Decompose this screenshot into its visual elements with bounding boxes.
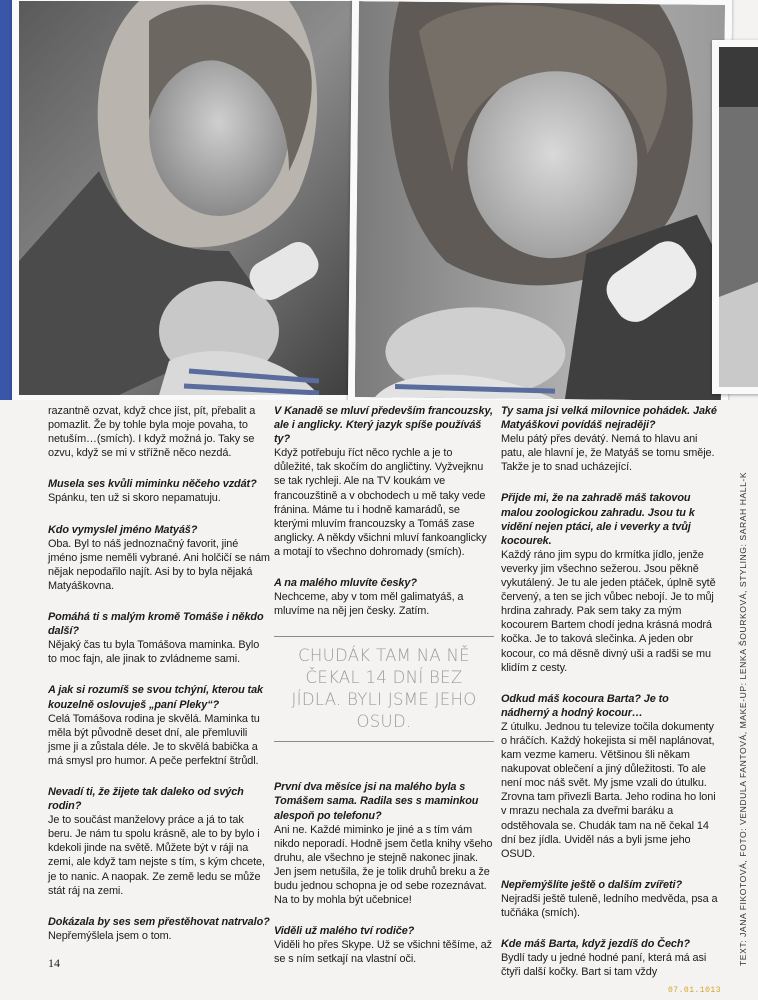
answer-text: Melu pátý přes devátý. Nemá to hlavu ani patu, ale hlavní je, že Matyáš se tomu směje. Takže je to snad ucházející. [501,433,715,474]
answer-text: Nějaký čas tu byla Tomášova maminka. Bylo to moc fajn, ale jinak to zvládneme sami. [48,639,260,666]
qa-block [48,610,270,666]
question-text: Přijde mi, že na zahradě máš takovou malou zoologickou zahradu. Jsou tu k vidění nejen ptáci, ale i veverky a tvůj kocourek. [501,492,695,547]
answer-text: Nepřemýšlela jsem o tom. [48,929,172,942]
page-number: 14 [48,956,60,970]
answer-text: Nejradši ještě tuleně, ledního medvěda, psa a tučňáka (smích). [501,892,718,919]
answer-text: Celá Tomášova rodina je skvělá. Maminka tu měla být původně deset dní, ale přemluvili jsme ji a zůstala déle. Je to skvělá babička a má smysl pro humor. A peče perfektní štrůdl. [48,712,260,767]
text-column-2 [274,404,494,983]
answer-text: Když potřebuju říct něco rychle a je to důležité, tak skočím do angličtiny. Vyžvejknu se tak rychleji. Ale na TV koukám ve francouzštině a v obchodech u mě taky vede fránina. Máme tu i hodně kamarádů, se kterými mluvím francouzsky a Tomáš zase anglicky. A někdy všichni mluví fankoanglicky a motají to všechno dohromady (smích). [274,447,487,558]
answer-text: Nechceme, aby v tom měl galimatyáš, a mluvíme na něj jen česky. Zatím. [274,591,464,618]
answer-text: Oba. Byl to náš jednoznačný favorit, jiné jméno jsme neměli vybrané. Ani holčičí se nám nějak nepodařilo najít. Asi by to byla nějaká Matyáškovna. [48,537,270,592]
question-text: Musela ses kvůli miminku něčeho vzdát? [48,478,257,491]
answer-text: razantně ozvat, když chce jíst, pít, přebalit a pomazlit. Že by tohle byla moje povaha, to netuším…(smích). I když možná jo. Taky se ozvu, když se mi v střížně něco nezdá. [48,405,256,460]
credits-text: TEXT: JANA FIKOTOVÁ, FOTO: VENDULA FANTOVÁ, MAKE-UP: LENKA ŠOURKOVÁ, STYLING: SARAH HALL-K [738,471,748,966]
photo-credits [724,471,748,966]
photo-mother-feeding-baby [348,0,732,400]
scan-stamp: 07.01.1013 [668,986,722,995]
answer-text: Spánku, ten už si skoro nepamatuju. [48,492,221,505]
blue-page-edge [0,0,12,400]
answer-text: Každý ráno jim sypu do krmítka jídlo, jenže veverky jim všechno sežerou. Jsou pěkně vykutálený. Je tu ale jeden ptáček, úplně sytě červený, a ten se jich vůbec nebojí. Je to můj hrdina zahrady. Pak sem taky za mým kocourem Bartem chodí jedna krásná modrá kočka. Je to taková slečinka. A jeden obr kocour, co má děsně divný uši a radši se mu klidím z cesty. [501,548,716,674]
qa-block [48,477,270,505]
qa-block [501,404,719,474]
photo-strip [0,0,758,400]
answer-text: Viděli ho přes Skype. Už se všichni těšíme, až se s ním setkají na vlastní oči. [274,939,492,966]
question-text: Kde máš Barta, když jezdíš do Čech? [501,938,690,951]
photo-edge-partial [712,40,758,394]
photo-mother-baby-left [12,0,370,400]
answer-text: Bydlí tady u jedné hodné paní, která má asi čtyři další kočky. Bart si tam vždy [501,952,707,979]
question-text: V Kanadě se mluví především francouzsky, ale i anglicky. Který jazyk spíše používáš ty? [274,405,493,446]
qa-block [501,491,719,674]
qa-block [274,404,494,559]
question-text: A jak si rozumíš se svou tchýní, kterou tak kouzelně oslovuješ „paní Pleky“? [48,684,263,711]
question-text: Dokázala by ses sem přestěhovat natrvalo? [48,915,270,928]
qa-block [48,683,270,768]
qa-block [48,523,270,593]
qa-block [48,785,270,898]
qa-block [48,915,270,943]
qa-block [501,692,719,861]
answer-text: Z útulku. Jednou tu televize točila dokumenty o hráčích. Každý hokejista si měl naplánovat, kam vezme kameru. Většinou šli někam nakupovat oblečení a jiný důležitosti. To ale není moc náš svět. My jsme vzali do útulku. Zrovna tam přivezli Barta. Jeho rodina ho loni v mrazu nechala za dveřmi baráku a odstěhovala se. Chudák tam na ně čekal 14 dní bez jídla. Uviděl nás a byli jsme jeho OSUD. [501,720,716,860]
qa-block [274,780,494,907]
text-column-1 [48,404,270,960]
pull-quote: CHUDÁK TAM NA NĚ ČEKAL 14 DNÍ BEZ JÍDLA. BYLI JSME JEHO OSUD. [274,636,494,742]
question-text: Kdo vymyslel jméno Matyáš? [48,523,198,536]
question-text: Nepřemýšlíte ještě o dalším zvířeti? [501,878,683,891]
qa-block [274,924,494,966]
question-text: První dva měsíce jsi na malého byla s Tomášem sama. Radila ses s maminkou alespoň po telefonu? [274,781,479,822]
qa-block [274,576,494,618]
answer-text: Ani ne. Každé miminko je jiné a s tím vám nikdo neporadí. Hodně jsem četla knihy všeho druhu, ale všechno je stejně nakonec jinak. Jen jsem netušila, že je tolik druhů breku a že budu jednou schopna je od sebe rozeznávat. Na to by mohla být učebnice! [274,823,493,907]
question-text: Viděli už malého tví rodiče? [274,925,415,938]
answer-text: Je to součást manželovy práce a já to tak beru. Je nám tu spolu krásně, ale to by bylo i kdekoli jinde na světě. Můžete být v ráji na zemi, ale když tam nejste s tím, s kým chcete, je to nanic. A naopak. Ze země ledu se může stát ráj na zemi. [48,814,265,897]
question-text: Ty sama jsi velká milovnice pohádek. Jaké Matyáškovi povídáš nejraději? [501,405,717,432]
text-column-3 [501,404,722,996]
question-text: Nevadí ti, že žijete tak daleko od svých rodin? [48,785,244,813]
question-text: Odkud máš kocoura Barta? Je to nádherný a hodný kocour… [501,692,669,719]
qa-block [501,878,719,920]
question-text: Pomáhá ti s malým kromě Tomáše i někdo další? [48,611,264,638]
paragraph [48,404,270,460]
question-text: A na malého mluvíte česky? [274,577,417,590]
qa-block [501,937,719,979]
